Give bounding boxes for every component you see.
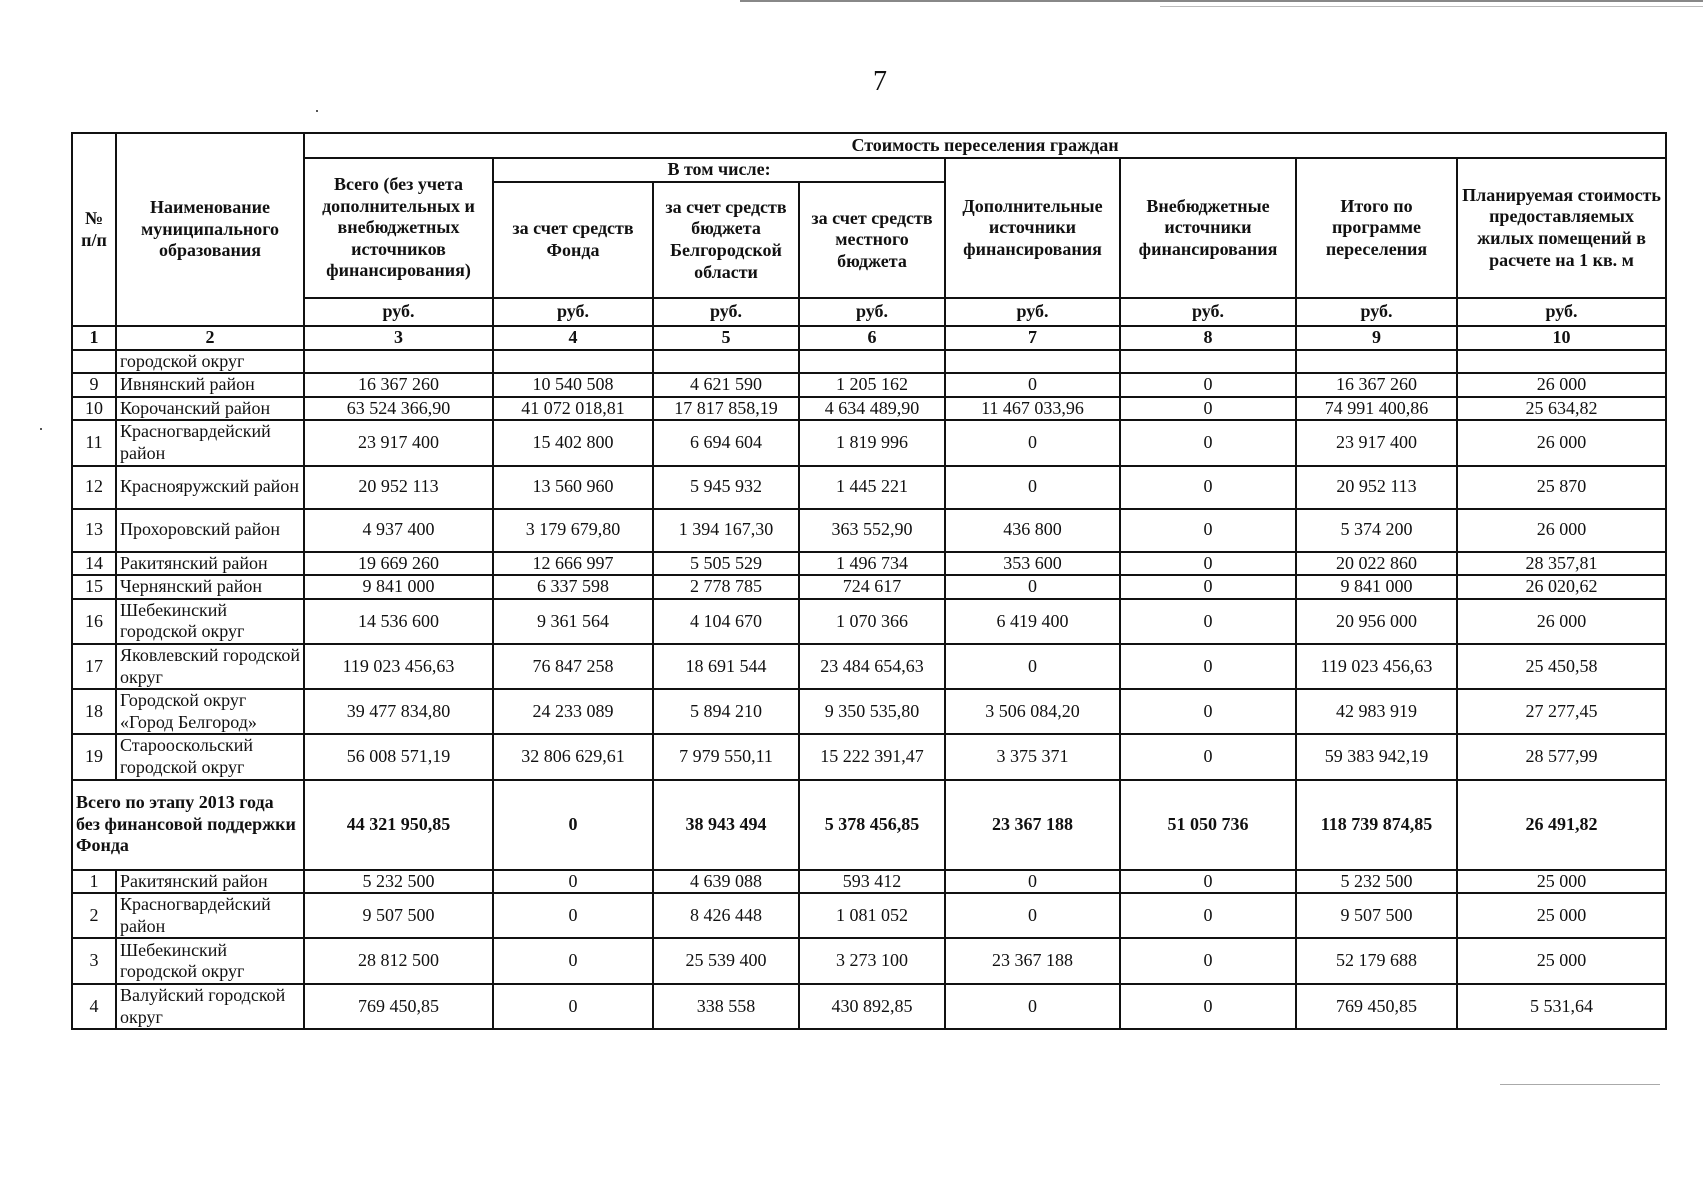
municipality-name-cell: Валуйский городской округ [116,984,304,1029]
value-cell: 0 [1120,644,1296,689]
row-number-cell: 2 [72,893,116,938]
value-cell: 23 484 654,63 [799,644,945,689]
table-row [72,350,1666,374]
value-cell: 0 [945,870,1120,894]
row-number-cell: 3 [72,938,116,984]
value-cell: 0 [1120,689,1296,734]
value-cell: 0 [493,984,653,1029]
value-cell: 26 000 [1457,420,1666,465]
value-cell: 0 [493,938,653,984]
value-cell: 119 023 456,63 [1296,644,1457,689]
column-number: 8 [1120,326,1296,350]
value-cell [493,350,653,374]
page-top-border [740,0,1703,2]
table-total-section [72,780,1666,870]
table-body-stage2 [72,870,1666,1030]
municipality-name-cell: Ракитянский район [116,552,304,576]
header-name: Наименование муниципального образования [116,133,304,326]
value-cell: 25 000 [1457,893,1666,938]
header-local: за счет средств местного бюджета [799,182,945,298]
municipality-name-cell: Красногвардейский район [116,893,304,938]
value-cell: 4 639 088 [653,870,799,894]
value-cell: 3 506 084,20 [945,689,1120,734]
value-cell: 338 558 [653,984,799,1029]
header-total: Всего (без учета дополнительных и внебюджетных источников финансирования) [304,158,493,298]
value-cell: 13 560 960 [493,466,653,509]
value-cell: 0 [945,466,1120,509]
value-cell [799,350,945,374]
value-cell: 25 539 400 [653,938,799,984]
value-cell: 28 577,99 [1457,734,1666,779]
municipality-name-cell: Городской округ «Город Белгород» [116,689,304,734]
total-cell: 0 [493,780,653,870]
value-cell [1296,350,1457,374]
table-body-stage1 [72,350,1666,780]
municipality-name-cell: Старооскольский городской округ [116,734,304,779]
value-cell: 7 979 550,11 [653,734,799,779]
unit-cell: руб. [1457,298,1666,326]
row-number-cell: 11 [72,420,116,465]
municipality-name-cell: городской округ [116,350,304,374]
value-cell: 119 023 456,63 [304,644,493,689]
total-cell: 23 367 188 [945,780,1120,870]
table-row [72,397,1666,421]
value-cell: 0 [493,870,653,894]
unit-cell: руб. [304,298,493,326]
value-cell: 5 374 200 [1296,509,1457,552]
value-cell: 0 [1120,599,1296,644]
value-cell: 0 [945,420,1120,465]
value-cell: 26 000 [1457,599,1666,644]
value-cell: 23 917 400 [1296,420,1457,465]
value-cell: 5 945 932 [653,466,799,509]
column-number: 1 [72,326,116,350]
row-number-cell: 18 [72,689,116,734]
value-cell: 4 937 400 [304,509,493,552]
value-cell: 8 426 448 [653,893,799,938]
value-cell: 24 233 089 [493,689,653,734]
row-number-cell: 10 [72,397,116,421]
row-number-cell [72,350,116,374]
value-cell: 14 536 600 [304,599,493,644]
row-number-cell: 19 [72,734,116,779]
value-cell: 25 000 [1457,870,1666,894]
value-cell: 28 812 500 [304,938,493,984]
value-cell: 63 524 366,90 [304,397,493,421]
municipality-name-cell: Корочанский район [116,397,304,421]
municipality-name-cell: Красногвардейский район [116,420,304,465]
total-cell: 118 739 874,85 [1296,780,1457,870]
value-cell: 3 273 100 [799,938,945,984]
unit-cell: руб. [945,298,1120,326]
table-row [72,420,1666,465]
value-cell [945,350,1120,374]
value-cell: 56 008 571,19 [304,734,493,779]
value-cell: 0 [1120,938,1296,984]
column-number: 9 [1296,326,1457,350]
value-cell: 4 634 489,90 [799,397,945,421]
value-cell: 20 956 000 [1296,599,1457,644]
value-cell: 25 870 [1457,466,1666,509]
municipality-name-cell: Шебекинский городской округ [116,599,304,644]
total-cell: 26 491,82 [1457,780,1666,870]
value-cell [653,350,799,374]
value-cell: 0 [1120,575,1296,599]
municipality-name-cell: Ивнянский район [116,373,304,397]
header-planned: Планируемая стоимость предоставляемых жилых помещений в расчете на 1 кв. м [1457,158,1666,298]
value-cell: 0 [945,984,1120,1029]
column-number: 2 [116,326,304,350]
row-number-cell: 14 [72,552,116,576]
value-cell: 0 [1120,397,1296,421]
table-row [72,552,1666,576]
value-cell: 1 819 996 [799,420,945,465]
value-cell: 32 806 629,61 [493,734,653,779]
header-additional: Дополнительные источники финансирования [945,158,1120,298]
value-cell: 0 [945,644,1120,689]
column-number: 4 [493,326,653,350]
value-cell: 0 [945,893,1120,938]
value-cell: 0 [1120,984,1296,1029]
row-number-cell: 17 [72,644,116,689]
value-cell: 9 361 564 [493,599,653,644]
column-number: 6 [799,326,945,350]
value-cell: 1 205 162 [799,373,945,397]
row-number-cell: 15 [72,575,116,599]
value-cell: 593 412 [799,870,945,894]
value-cell: 6 337 598 [493,575,653,599]
total-cell: 5 378 456,85 [799,780,945,870]
value-cell: 20 952 113 [1296,466,1457,509]
value-cell: 19 669 260 [304,552,493,576]
municipality-name-cell: Яковлевский городской округ [116,644,304,689]
municipality-name-cell: Ракитянский район [116,870,304,894]
value-cell: 0 [1120,893,1296,938]
value-cell: 26 000 [1457,509,1666,552]
row-number-cell: 1 [72,870,116,894]
table-row [72,599,1666,644]
unit-cell: руб. [1296,298,1457,326]
table-row [72,734,1666,779]
value-cell: 3 375 371 [945,734,1120,779]
row-number-cell: 4 [72,984,116,1029]
value-cell: 0 [945,575,1120,599]
value-cell: 769 450,85 [1296,984,1457,1029]
value-cell [1120,350,1296,374]
scan-speck [316,110,318,112]
value-cell: 18 691 544 [653,644,799,689]
header-num: № п/п [72,133,116,326]
value-cell: 52 179 688 [1296,938,1457,984]
value-cell: 25 000 [1457,938,1666,984]
total-cell: 51 050 736 [1120,780,1296,870]
header-program-total: Итого по программе переселения [1296,158,1457,298]
table-row [72,893,1666,938]
header-row-group [72,133,1666,158]
value-cell: 28 357,81 [1457,552,1666,576]
value-cell: 25 450,58 [1457,644,1666,689]
value-cell: 5 232 500 [304,870,493,894]
value-cell: 23 917 400 [304,420,493,465]
value-cell: 769 450,85 [304,984,493,1029]
value-cell: 20 022 860 [1296,552,1457,576]
value-cell: 724 617 [799,575,945,599]
value-cell: 0 [945,373,1120,397]
value-cell [1457,350,1666,374]
value-cell: 6 694 604 [653,420,799,465]
value-cell: 10 540 508 [493,373,653,397]
municipality-name-cell: Прохоровский район [116,509,304,552]
total-cell: 38 943 494 [653,780,799,870]
value-cell: 430 892,85 [799,984,945,1029]
value-cell: 12 666 997 [493,552,653,576]
value-cell: 23 367 188 [945,938,1120,984]
value-cell: 0 [1120,373,1296,397]
table-row [72,938,1666,984]
value-cell: 39 477 834,80 [304,689,493,734]
value-cell: 0 [1120,466,1296,509]
value-cell: 0 [1120,552,1296,576]
value-cell: 26 000 [1457,373,1666,397]
header-fund: за счет средств Фонда [493,182,653,298]
value-cell: 76 847 258 [493,644,653,689]
value-cell: 20 952 113 [304,466,493,509]
page-top-border-faint [1160,6,1703,7]
total-row-label: Всего по этапу 2013 года без финансовой поддержки Фонда [72,780,304,870]
table-row [72,870,1666,894]
column-number: 5 [653,326,799,350]
value-cell: 2 778 785 [653,575,799,599]
row-number-cell: 13 [72,509,116,552]
value-cell: 11 467 033,96 [945,397,1120,421]
value-cell: 436 800 [945,509,1120,552]
value-cell: 1 445 221 [799,466,945,509]
value-cell: 0 [1120,420,1296,465]
unit-cell: руб. [799,298,945,326]
value-cell: 9 350 535,80 [799,689,945,734]
value-cell: 5 505 529 [653,552,799,576]
header-regional: за счет средств бюджета Белгородской области [653,182,799,298]
header-row-units [72,298,1666,326]
value-cell: 59 383 942,19 [1296,734,1457,779]
municipality-name-cell: Шебекинский городской округ [116,938,304,984]
value-cell: 9 841 000 [304,575,493,599]
value-cell: 1 394 167,30 [653,509,799,552]
value-cell: 4 621 590 [653,373,799,397]
value-cell: 5 232 500 [1296,870,1457,894]
table-row [72,575,1666,599]
value-cell: 0 [1120,509,1296,552]
value-cell: 16 367 260 [304,373,493,397]
value-cell: 15 402 800 [493,420,653,465]
value-cell: 6 419 400 [945,599,1120,644]
row-number-cell: 12 [72,466,116,509]
value-cell: 1 496 734 [799,552,945,576]
header-cost-group: Стоимость переселения граждан [304,133,1666,158]
resettlement-cost-table [71,132,1667,1030]
table-row [72,644,1666,689]
table-row [72,373,1666,397]
value-cell: 3 179 679,80 [493,509,653,552]
value-cell: 25 634,82 [1457,397,1666,421]
column-number: 10 [1457,326,1666,350]
value-cell: 9 507 500 [1296,893,1457,938]
unit-cell: руб. [653,298,799,326]
value-cell: 16 367 260 [1296,373,1457,397]
value-cell: 0 [1120,734,1296,779]
unit-cell: руб. [493,298,653,326]
value-cell: 0 [493,893,653,938]
value-cell: 5 531,64 [1457,984,1666,1029]
value-cell: 27 277,45 [1457,689,1666,734]
value-cell: 1 081 052 [799,893,945,938]
column-number: 7 [945,326,1120,350]
value-cell: 9 507 500 [304,893,493,938]
header-extrabudget: Внебюджетные источники финансирования [1120,158,1296,298]
value-cell: 17 817 858,19 [653,397,799,421]
municipality-name-cell: Чернянский район [116,575,304,599]
total-row [72,780,1666,870]
value-cell: 74 991 400,86 [1296,397,1457,421]
value-cell: 42 983 919 [1296,689,1457,734]
municipality-name-cell: Краснояружский район [116,466,304,509]
value-cell: 363 552,90 [799,509,945,552]
column-number: 3 [304,326,493,350]
unit-cell: руб. [1120,298,1296,326]
page-bottom-mark [1500,1084,1660,1085]
column-number-row [72,326,1666,350]
table-row [72,689,1666,734]
value-cell: 9 841 000 [1296,575,1457,599]
value-cell: 5 894 210 [653,689,799,734]
page-number: 7 [873,66,887,97]
table-row [72,466,1666,509]
table-row [72,509,1666,552]
value-cell: 26 020,62 [1457,575,1666,599]
value-cell: 15 222 391,47 [799,734,945,779]
value-cell: 4 104 670 [653,599,799,644]
header-including: В том числе: [493,158,945,182]
scan-speck [40,428,42,430]
header-row-sub [72,158,1666,182]
value-cell: 0 [1120,870,1296,894]
total-cell: 44 321 950,85 [304,780,493,870]
table-row [72,984,1666,1029]
value-cell: 41 072 018,81 [493,397,653,421]
value-cell: 353 600 [945,552,1120,576]
value-cell: 1 070 366 [799,599,945,644]
row-number-cell: 16 [72,599,116,644]
row-number-cell: 9 [72,373,116,397]
value-cell [304,350,493,374]
